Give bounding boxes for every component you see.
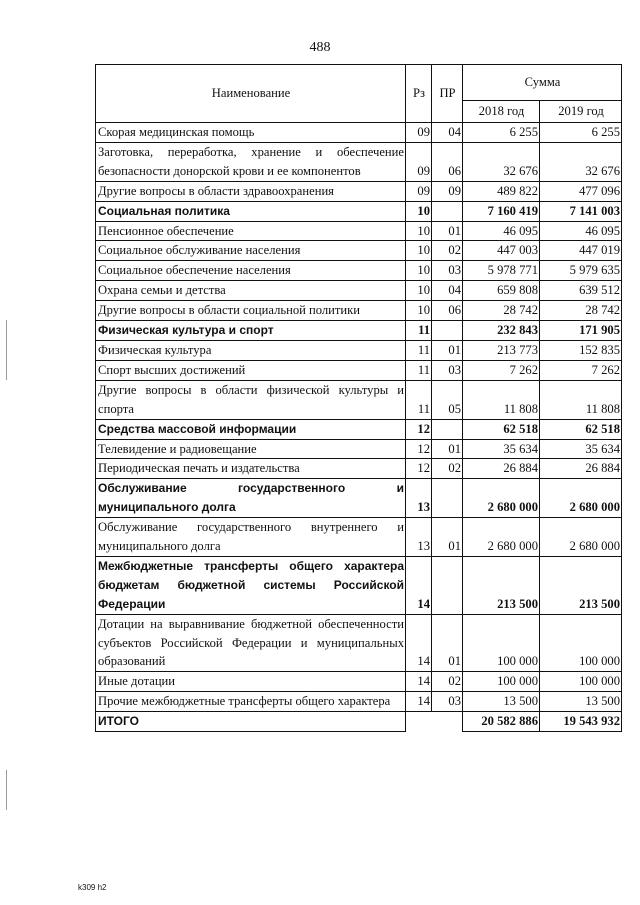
row-value-2018: 13 500 <box>463 692 540 712</box>
row-name: Иные дотации <box>96 672 406 692</box>
row-value-2018: 659 808 <box>463 281 540 301</box>
row-rz: 10 <box>406 281 432 301</box>
total-2019: 19 543 932 <box>540 712 622 732</box>
row-value-2019: 447 019 <box>540 241 622 261</box>
header-year-2019: 2019 год <box>540 101 622 123</box>
table-row <box>96 380 622 419</box>
table-row <box>96 281 622 301</box>
row-rz: 09 <box>406 142 432 181</box>
row-value-2018: 100 000 <box>463 614 540 672</box>
row-value-2019: 13 500 <box>540 692 622 712</box>
row-name: Другие вопросы в области здравоохранения <box>96 181 406 201</box>
row-rz: 13 <box>406 479 432 518</box>
row-pr: 09 <box>432 181 463 201</box>
row-value-2019: 213 500 <box>540 556 622 614</box>
row-value-2019: 5 979 635 <box>540 261 622 281</box>
table-row <box>96 360 622 380</box>
table-row <box>96 123 622 143</box>
header-name: Наименование <box>96 65 406 123</box>
row-name: Прочие межбюджетные трансферты общего характера <box>96 692 406 712</box>
row-value-2018: 11 808 <box>463 380 540 419</box>
row-value-2019: 6 255 <box>540 123 622 143</box>
row-pr <box>432 419 463 439</box>
section-row <box>96 479 622 518</box>
row-value-2018: 46 095 <box>463 221 540 241</box>
row-pr: 03 <box>432 360 463 380</box>
table-row <box>96 672 622 692</box>
row-pr: 01 <box>432 221 463 241</box>
table-row <box>96 301 622 321</box>
row-pr: 01 <box>432 614 463 672</box>
total-row <box>96 712 622 732</box>
row-rz: 11 <box>406 321 432 341</box>
row-pr <box>432 556 463 614</box>
row-name: Социальное обслуживание населения <box>96 241 406 261</box>
row-rz: 11 <box>406 360 432 380</box>
row-value-2019: 152 835 <box>540 340 622 360</box>
table-row <box>96 221 622 241</box>
row-value-2018: 2 680 000 <box>463 479 540 518</box>
row-rz: 14 <box>406 614 432 672</box>
row-value-2019: 477 096 <box>540 181 622 201</box>
row-name: Другие вопросы в области физической культуры и спорта <box>96 380 406 419</box>
row-rz: 14 <box>406 556 432 614</box>
table-row <box>96 439 622 459</box>
row-pr: 06 <box>432 301 463 321</box>
header-sum: Сумма <box>463 65 622 101</box>
row-rz: 12 <box>406 439 432 459</box>
row-pr: 02 <box>432 241 463 261</box>
row-value-2018: 5 978 771 <box>463 261 540 281</box>
table-body <box>96 123 622 712</box>
row-value-2018: 7 262 <box>463 360 540 380</box>
row-value-2019: 171 905 <box>540 321 622 341</box>
row-name: Периодическая печать и издательства <box>96 459 406 479</box>
table-row <box>96 142 622 181</box>
row-name: Социальное обеспечение населения <box>96 261 406 281</box>
row-rz: 10 <box>406 261 432 281</box>
row-name: Скорая медицинская помощь <box>96 123 406 143</box>
row-pr: 05 <box>432 380 463 419</box>
table-row <box>96 614 622 672</box>
header-pr: ПР <box>432 65 463 123</box>
row-value-2018: 2 680 000 <box>463 518 540 557</box>
row-pr <box>432 479 463 518</box>
table-row <box>96 181 622 201</box>
footer-code: k309 h2 <box>78 883 107 892</box>
row-name: Другие вопросы в области социальной политики <box>96 301 406 321</box>
row-value-2019: 639 512 <box>540 281 622 301</box>
row-pr: 06 <box>432 142 463 181</box>
row-rz: 12 <box>406 419 432 439</box>
total-2018: 20 582 886 <box>463 712 540 732</box>
row-name: Физическая культура <box>96 340 406 360</box>
row-value-2019: 2 680 000 <box>540 479 622 518</box>
row-pr: 03 <box>432 261 463 281</box>
row-value-2019: 7 141 003 <box>540 201 622 221</box>
row-value-2018: 62 518 <box>463 419 540 439</box>
row-name: Социальная политика <box>96 201 406 221</box>
section-row <box>96 321 622 341</box>
row-rz: 11 <box>406 340 432 360</box>
row-value-2018: 32 676 <box>463 142 540 181</box>
row-pr <box>432 321 463 341</box>
row-value-2018: 232 843 <box>463 321 540 341</box>
table-row <box>96 261 622 281</box>
page-number: 488 <box>309 40 331 55</box>
row-name: Дотации на выравнивание бюджетной обеспеченности субъектов Российской Федерации и муниципальных образований <box>96 614 406 672</box>
row-name: Заготовка, переработка, хранение и обеспечение безопасности донорской крови и ее компонентов <box>96 142 406 181</box>
row-value-2018: 7 160 419 <box>463 201 540 221</box>
row-value-2019: 46 095 <box>540 221 622 241</box>
total-label: ИТОГО <box>96 712 406 732</box>
table-row <box>96 518 622 557</box>
row-pr: 02 <box>432 459 463 479</box>
row-rz: 09 <box>406 181 432 201</box>
row-value-2018: 28 742 <box>463 301 540 321</box>
row-name: Охрана семьи и детства <box>96 281 406 301</box>
row-pr: 02 <box>432 672 463 692</box>
row-rz: 10 <box>406 241 432 261</box>
row-pr: 04 <box>432 281 463 301</box>
row-value-2018: 26 884 <box>463 459 540 479</box>
row-value-2019: 62 518 <box>540 419 622 439</box>
row-value-2018: 35 634 <box>463 439 540 459</box>
row-name: Спорт высших достижений <box>96 360 406 380</box>
row-value-2019: 100 000 <box>540 672 622 692</box>
table-header <box>96 65 622 123</box>
row-name: Физическая культура и спорт <box>96 321 406 341</box>
row-pr <box>432 201 463 221</box>
row-value-2018: 213 500 <box>463 556 540 614</box>
row-name: Обслуживание государственного внутреннего и муниципального долга <box>96 518 406 557</box>
row-rz: 12 <box>406 459 432 479</box>
row-pr: 01 <box>432 340 463 360</box>
row-value-2019: 28 742 <box>540 301 622 321</box>
row-value-2018: 6 255 <box>463 123 540 143</box>
row-rz: 10 <box>406 221 432 241</box>
table-row <box>96 340 622 360</box>
row-name: Обслуживание государственного и муниципального долга <box>96 479 406 518</box>
total-rz-cell <box>406 712 432 732</box>
row-name: Пенсионное обеспечение <box>96 221 406 241</box>
row-value-2018: 100 000 <box>463 672 540 692</box>
section-row <box>96 201 622 221</box>
row-value-2019: 2 680 000 <box>540 518 622 557</box>
header-year-2018: 2018 год <box>463 101 540 123</box>
table-row <box>96 241 622 261</box>
total-pr-cell <box>432 712 463 732</box>
row-value-2019: 11 808 <box>540 380 622 419</box>
row-rz: 10 <box>406 201 432 221</box>
table-row <box>96 692 622 712</box>
row-pr: 04 <box>432 123 463 143</box>
row-rz: 13 <box>406 518 432 557</box>
row-rz: 10 <box>406 301 432 321</box>
row-value-2018: 447 003 <box>463 241 540 261</box>
row-rz: 09 <box>406 123 432 143</box>
row-value-2019: 32 676 <box>540 142 622 181</box>
row-value-2019: 100 000 <box>540 614 622 672</box>
margin-mark <box>6 320 7 380</box>
row-value-2019: 35 634 <box>540 439 622 459</box>
row-rz: 11 <box>406 380 432 419</box>
section-row <box>96 556 622 614</box>
row-pr: 01 <box>432 439 463 459</box>
header-rz: Рз <box>406 65 432 123</box>
row-rz: 14 <box>406 692 432 712</box>
row-name: Телевидение и радиовещание <box>96 439 406 459</box>
budget-table <box>95 64 622 732</box>
row-value-2019: 7 262 <box>540 360 622 380</box>
row-pr: 03 <box>432 692 463 712</box>
margin-mark <box>6 770 7 810</box>
row-pr: 01 <box>432 518 463 557</box>
row-name: Межбюджетные трансферты общего характера бюджетам бюджетной системы Российской Федерации <box>96 556 406 614</box>
row-value-2019: 26 884 <box>540 459 622 479</box>
table-row <box>96 459 622 479</box>
row-name: Средства массовой информации <box>96 419 406 439</box>
section-row <box>96 419 622 439</box>
row-value-2018: 213 773 <box>463 340 540 360</box>
row-value-2018: 489 822 <box>463 181 540 201</box>
row-rz: 14 <box>406 672 432 692</box>
